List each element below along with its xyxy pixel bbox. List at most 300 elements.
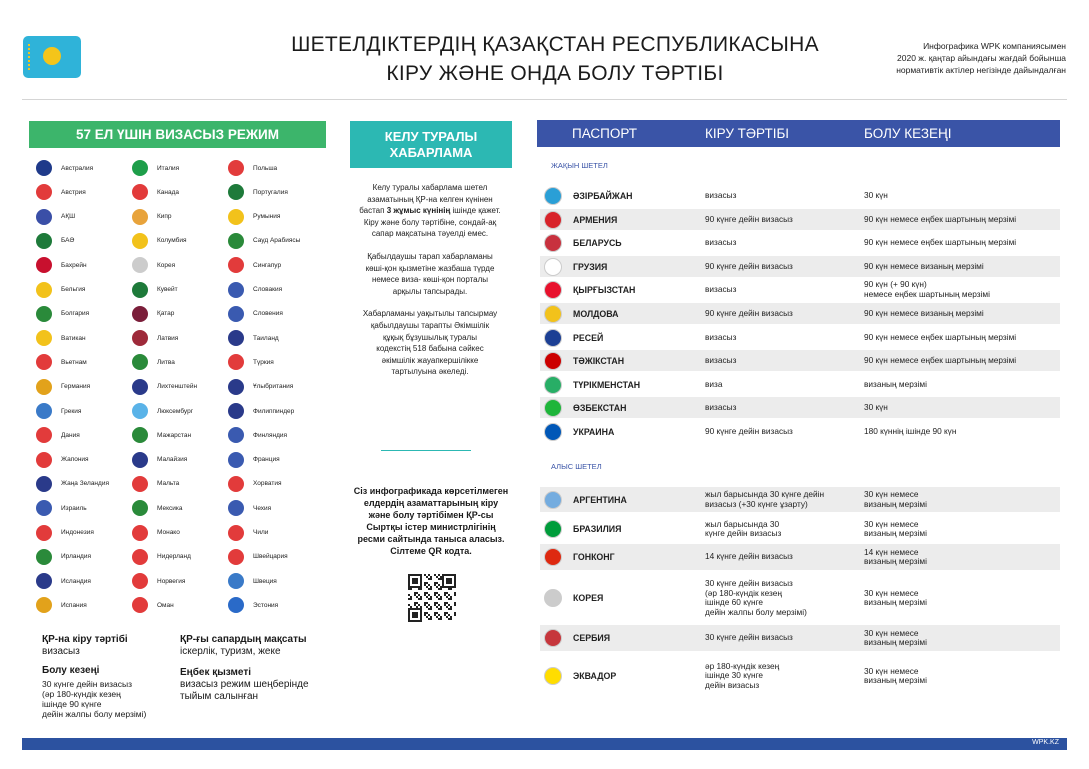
text-line: Сыртқы істер министрлігінің [366, 522, 496, 532]
flag-icon [36, 257, 52, 273]
flag-icon [544, 667, 562, 685]
country-name: Финляндия [253, 431, 288, 439]
country-item [36, 403, 136, 419]
country-item [228, 160, 328, 176]
country-name: Австрия [61, 188, 86, 196]
country-item [228, 379, 328, 395]
flag-icon [132, 330, 148, 346]
entry-cell: 90 күнге дейін визасыз [705, 308, 793, 318]
country-item [132, 257, 232, 273]
country-name: Бахрейн [61, 261, 87, 269]
qr-code[interactable] [408, 574, 456, 622]
country-name: Латвия [157, 334, 179, 342]
flag-icon [544, 211, 562, 229]
table-row [540, 185, 1060, 206]
country-item [36, 476, 136, 492]
country-name: Мальта [157, 480, 180, 488]
flag-icon [132, 160, 148, 176]
stay-cell [864, 667, 927, 686]
country-item [36, 500, 136, 516]
country-name: Таиланд [253, 334, 279, 342]
table-row [540, 544, 1060, 570]
page-title [230, 30, 880, 88]
country-item [132, 500, 232, 516]
column-stay: БОЛУ КЕЗЕҢІ [864, 126, 952, 141]
country-name: Чили [253, 529, 269, 536]
country-item [228, 233, 328, 249]
country-name: Ұлыбритания [253, 383, 294, 391]
text-line: немесе виза- көші-қон порталы [371, 275, 489, 285]
country-name: Жапония [61, 456, 89, 464]
flag-icon [228, 573, 244, 589]
flag-icon [36, 330, 52, 346]
country-name: ТӘЖІКСТАН [573, 356, 625, 367]
stay-line: ішінде 90 күнге [42, 699, 102, 709]
text-line: құқық бұзушылық туралы [383, 332, 477, 342]
work-line: тыйым салынған [180, 691, 259, 702]
country-name: Сауд Арабиясы [253, 237, 301, 245]
country-name: Польша [253, 164, 278, 172]
qr-caption [345, 485, 517, 557]
notice-divider [381, 450, 471, 451]
country-item [36, 160, 136, 176]
note-line: нормативтік актілер негізінде дайындалған [896, 65, 1066, 75]
entry-cell: визасыз [705, 190, 737, 200]
flag-icon [132, 403, 148, 419]
stay-line: 30 күн немесе [864, 489, 919, 499]
table-row [540, 327, 1060, 348]
country-name: Швеция [253, 577, 277, 585]
country-name: Индонезия [61, 529, 94, 536]
flag-icon [132, 209, 148, 225]
entry-cell [705, 579, 807, 617]
entry-value: визасыз [42, 646, 80, 657]
flag-icon [228, 452, 244, 468]
country-name: Испания [61, 601, 87, 609]
flag-icon [36, 282, 52, 298]
stay-line: 30 күнге дейін визасыз [42, 679, 133, 689]
entry-line: (әр 180-күндік кезең [705, 587, 782, 598]
stay-cell: 90 күн немесе еңбек шартының мерзімі [864, 355, 1017, 366]
entry-line: жыл барысында 30 күнге дейін [705, 489, 825, 499]
entry-cell: визасыз [705, 355, 737, 366]
stay-cell [864, 589, 927, 608]
country-name: Франция [253, 456, 280, 464]
text-line: азаматының ҚР-на келген күнінен [367, 194, 493, 204]
flag-icon [36, 597, 52, 613]
flag-icon [36, 549, 52, 565]
entry-line: 14 күнге дейін визасыз [705, 551, 793, 562]
stay-title: Болу кезеңі [42, 665, 100, 676]
entry-cell: визасыз [705, 284, 737, 295]
country-item [228, 282, 328, 298]
entry-cell [705, 662, 779, 691]
notice-title-line: КЕЛУ ТУРАЛЫ [384, 129, 478, 144]
flag-icon [228, 500, 244, 516]
country-name: Корея [157, 261, 176, 269]
country-item [228, 597, 328, 613]
stay-line: визаның мерзімі [864, 528, 927, 538]
text-line: Келу туралы хабарлама шетел [372, 183, 488, 192]
table-row [540, 397, 1060, 418]
country-name: Оман [157, 601, 174, 609]
entry-title: ҚР-на кіру тәртібі [42, 634, 128, 645]
flag-icon [36, 500, 52, 516]
notice-title-line: ХАБАРЛАМА [389, 145, 473, 160]
stay-cell: 90 күн немесе еңбек шартының мерзімі [864, 331, 1017, 342]
entry-cell [705, 633, 793, 643]
flag-icon [544, 423, 562, 441]
country-name: Филиппиндер [253, 407, 295, 415]
country-item [132, 209, 232, 225]
flag-icon [228, 160, 244, 176]
country-name: Португалия [253, 188, 288, 196]
entry-line: ішінде 60 күнге [705, 597, 764, 607]
country-name: ӨЗБЕКСТАН [573, 403, 627, 414]
flag-icon [228, 233, 244, 249]
flag-icon [132, 354, 148, 370]
country-name: Колумбия [157, 237, 187, 245]
country-name: Хорватия [253, 480, 282, 488]
country-item [36, 427, 136, 443]
header-note [870, 40, 1066, 76]
country-item [132, 160, 232, 176]
table-row [540, 279, 1060, 300]
table-row [540, 350, 1060, 371]
text-line: Хабарламаны уақытылы тапсырмау [362, 309, 498, 319]
country-item [132, 354, 232, 370]
stay-cell [864, 548, 927, 567]
country-name: Чехия [253, 504, 272, 512]
country-item [36, 282, 136, 298]
purpose-value: іскерлік, туризм, жеке [180, 646, 281, 657]
flag-icon [36, 403, 52, 419]
flag-icon [36, 525, 52, 541]
entry-cell: 90 күнге дейін визасыз [705, 260, 793, 271]
stay-cell: 90 күн немесе еңбек шартының мерзімі [864, 237, 1017, 248]
flag-icon [544, 399, 562, 417]
flag-icon [36, 306, 52, 322]
country-item [36, 306, 136, 322]
country-name: Германия [61, 383, 91, 391]
entry-cell: визасыз [705, 402, 737, 413]
table-row [540, 256, 1060, 277]
footer-bar [22, 738, 1067, 750]
entry-cell [705, 520, 781, 539]
country-name: Эстония [253, 601, 279, 609]
country-item [36, 525, 136, 541]
country-item [132, 476, 232, 492]
footer-site[interactable]: WPK.KZ [1032, 739, 1059, 746]
country-name: Малайзия [157, 456, 188, 464]
flag-icon [132, 427, 148, 443]
stay-cell: 90 күн немесе визаның мерзімі [864, 308, 984, 318]
country-name: МОЛДОВА [573, 309, 619, 319]
country-item [228, 427, 328, 443]
entry-line: дейін визасыз [705, 679, 760, 690]
country-item [132, 330, 232, 346]
flag-icon [36, 476, 52, 492]
text-line: көші-қон қызметіне жазбаша түрде [365, 263, 495, 273]
entry-line: ішінде 30 күнге [705, 670, 764, 681]
country-item [36, 452, 136, 468]
country-name: Словения [253, 310, 283, 318]
flag-icon [132, 233, 148, 249]
table-row [540, 625, 1060, 651]
kazakhstan-flag-logo [23, 36, 81, 78]
flag-icon [132, 525, 148, 541]
entry-line: әр 180-күндік кезең [705, 660, 780, 671]
flag-icon [132, 306, 148, 322]
text-line: ресми сайтында таныса аласыз. [357, 534, 505, 544]
country-item [132, 379, 232, 395]
country-name: ҚЫРҒЫЗСТАН [573, 285, 636, 296]
text-line: және болу тәртібімен ҚР-сы [368, 510, 494, 520]
stay-cell: визаның мерзімі [864, 378, 927, 389]
country-name: БАӘ [61, 237, 75, 245]
country-name: Швейцария [253, 553, 288, 561]
country-name: Румыния [253, 213, 281, 221]
title-line-2: КІРУ ЖӘНЕ ОНДА БОЛУ ТӘРТІБІ [386, 62, 724, 85]
flag-icon [36, 209, 52, 225]
flag-icon [36, 160, 52, 176]
stay-line: дейін жалпы болу мерзімі) [42, 709, 147, 719]
country-item [228, 209, 328, 225]
flag-icon [544, 376, 562, 394]
country-item [228, 476, 328, 492]
country-name: Израиль [61, 504, 87, 512]
country-name: АҚШ [61, 213, 76, 221]
table-row [540, 655, 1060, 697]
stay-cell [864, 520, 927, 539]
notice-body [345, 182, 515, 389]
flag-icon [228, 403, 244, 419]
country-item [132, 184, 232, 200]
flag-icon [544, 281, 562, 299]
stay-cell: 180 күннің ішінде 90 күн [864, 426, 957, 436]
text-line: әкімшілік жауапкершілікке [381, 355, 479, 365]
flag-icon [544, 491, 562, 509]
text-fragment: бастап [359, 206, 387, 216]
work-line: визасыз режим шеңберінде [180, 679, 309, 690]
entry-cell: виза [705, 378, 723, 389]
flag-icon [132, 184, 148, 200]
entry-cell: 90 күнге дейін визасыз [705, 426, 793, 436]
country-name: Жаңа Зеландия [61, 480, 109, 488]
table-row [540, 232, 1060, 253]
stay-line: (әр 180-күндік кезең [42, 689, 121, 699]
country-item [36, 257, 136, 273]
flag-icon [544, 258, 562, 276]
flag-icon [132, 549, 148, 565]
note-line: Инфографика WPK компаниясымен [923, 41, 1066, 51]
stay-line: визаның мерзімі [864, 675, 927, 685]
text-line: Сілтеме QR кодта. [390, 546, 472, 556]
entry-cell [705, 490, 824, 509]
flag-icon [544, 352, 562, 370]
country-item [36, 379, 136, 395]
flag-icon [228, 209, 244, 225]
country-name: Сингапур [253, 261, 282, 269]
table-row [540, 303, 1060, 324]
flag-icon [132, 573, 148, 589]
country-name: УКРАИНА [573, 427, 615, 437]
country-item [132, 233, 232, 249]
flag-icon [544, 329, 562, 347]
text-line: Кіру және болу тәртібіне, сондай-ақ [363, 217, 497, 227]
country-item [228, 184, 328, 200]
entry-line: күнге дейін визасыз [705, 528, 782, 538]
flag-icon [132, 282, 148, 298]
country-name: Грекия [61, 407, 82, 415]
flag-icon [132, 257, 148, 273]
stay-line: 30 күн немесе [864, 518, 919, 529]
stay-line: 90 күн (+ 90 күн) [864, 279, 927, 290]
country-name: Түркия [253, 358, 274, 366]
stay-line: 30 күн немесе [864, 665, 919, 676]
flag-icon [132, 379, 148, 395]
flag-icon [228, 330, 244, 346]
text-line: елдердің азаматтарының кіру [363, 498, 499, 508]
country-item [228, 452, 328, 468]
purpose-info [180, 634, 330, 703]
stay-cell [864, 280, 990, 299]
flag-icon [228, 306, 244, 322]
country-item [36, 573, 136, 589]
country-name: Бельгия [61, 286, 86, 293]
entry-line: визасыз (+30 күнге ұзарту) [705, 498, 808, 509]
flag-icon [36, 427, 52, 443]
text-line: тартылуына әкеледі. [391, 367, 469, 377]
entry-cell: 90 күнге дейін визасыз [705, 213, 793, 224]
flag-icon [36, 184, 52, 200]
flag-icon [36, 573, 52, 589]
stay-line: визаның мерзімі [864, 498, 927, 509]
flag-icon [132, 476, 148, 492]
country-name: Қатар [157, 310, 175, 318]
country-item [132, 306, 232, 322]
country-item [36, 597, 136, 613]
flag-icon [228, 184, 244, 200]
flag-icon [544, 548, 562, 566]
text-line: сапар мақсатына тәуелді емес. [371, 229, 489, 239]
country-name: Дания [61, 431, 80, 439]
country-item [228, 525, 328, 541]
flag-icon [544, 629, 562, 647]
country-name: Лихтенштейн [157, 383, 198, 391]
country-item [36, 549, 136, 565]
entry-line: 30 күнге дейін визасыз [705, 632, 793, 643]
work-title: Еңбек қызметі [180, 667, 252, 678]
flag-icon [228, 597, 244, 613]
header-divider [22, 99, 1067, 100]
country-name: Литва [157, 358, 175, 366]
country-name: ӘЗІРБАЙЖАН [573, 191, 633, 201]
country-name: АРМЕНИЯ [573, 214, 618, 225]
flag-icon [36, 379, 52, 395]
country-name: ГРУЗИЯ [573, 261, 608, 272]
flag-icon [228, 379, 244, 395]
flag-icon [228, 427, 244, 443]
country-name: КОРЕЯ [573, 593, 604, 603]
entry-cell: визасыз [705, 237, 737, 248]
country-item [132, 597, 232, 613]
country-name: Италия [157, 164, 180, 172]
entry-line: жыл барысында 30 [705, 518, 780, 529]
country-name: Вьетнам [61, 358, 87, 366]
table-header [537, 120, 1060, 147]
text-line: қабылдаушы тарапты Әкімшілік [370, 320, 490, 330]
country-name: Норвегия [157, 577, 186, 585]
table-row [540, 516, 1060, 542]
flag-icon [36, 354, 52, 370]
stay-cell: 30 күн [864, 190, 888, 200]
text-fragment: ішінде қажет. [450, 206, 501, 216]
flag-sun-icon [43, 47, 61, 65]
column-passport: ПАСПОРТ [572, 126, 638, 141]
flag-icon [132, 597, 148, 613]
country-item [36, 184, 136, 200]
country-name: Австралия [61, 164, 94, 172]
flag-icon [228, 257, 244, 273]
stay-line: визаның мерзімі [864, 556, 927, 566]
flag-icon [36, 233, 52, 249]
country-item [228, 573, 328, 589]
visa-free-title: 57 ЕЛ ҮШІН ВИЗАСЫЗ РЕЖИМ [29, 121, 326, 148]
flag-icon [228, 549, 244, 565]
text-line: арқылы тапсырады. [392, 286, 468, 296]
text-emphasis: 3 жұмыс күнінің [386, 206, 451, 216]
far-abroad-label: АЛЫС ШЕТЕЛ [551, 462, 602, 471]
country-name: ЭКВАДОР [573, 671, 617, 681]
country-item [228, 257, 328, 273]
table-row [540, 209, 1060, 230]
country-name: Болгария [61, 310, 90, 318]
table-row [540, 421, 1060, 442]
country-item [132, 403, 232, 419]
flag-icon [36, 452, 52, 468]
title-line-1: ШЕТЕЛДІКТЕРДІҢ ҚАЗАҚСТАН РЕСПУБЛИКАСЫНА [291, 33, 819, 56]
country-name: Исландия [61, 577, 91, 585]
flag-icon [544, 589, 562, 607]
country-name: Ирландия [61, 553, 92, 561]
flag-icon [228, 354, 244, 370]
country-item [228, 403, 328, 419]
entry-line: дейін жалпы болу мерзімі) [705, 606, 807, 617]
country-item [36, 354, 136, 370]
country-name: Кипр [157, 213, 172, 221]
notice-title [350, 121, 512, 168]
stay-line: 30 күн немесе [864, 587, 919, 598]
stay-cell: 90 күн немесе визаның мерзімі [864, 260, 984, 271]
flag-icon [544, 305, 562, 323]
entry-line: 30 күнге дейін визасыз [705, 578, 793, 588]
stay-line: немесе еңбек шартының мерзімі [864, 288, 990, 299]
country-name: СЕРБИЯ [573, 633, 611, 643]
country-name: Мексика [157, 504, 183, 512]
country-item [36, 330, 136, 346]
country-item [132, 427, 232, 443]
country-item [132, 282, 232, 298]
country-item [132, 573, 232, 589]
country-name: Словакия [253, 286, 283, 293]
country-item [228, 330, 328, 346]
stay-cell [864, 629, 927, 648]
stay-cell: 90 күн немесе еңбек шартының мерзімі [864, 213, 1017, 224]
country-name: ГОНКОНГ [573, 552, 615, 562]
flag-icon [228, 476, 244, 492]
country-name: АРГЕНТИНА [573, 494, 627, 505]
